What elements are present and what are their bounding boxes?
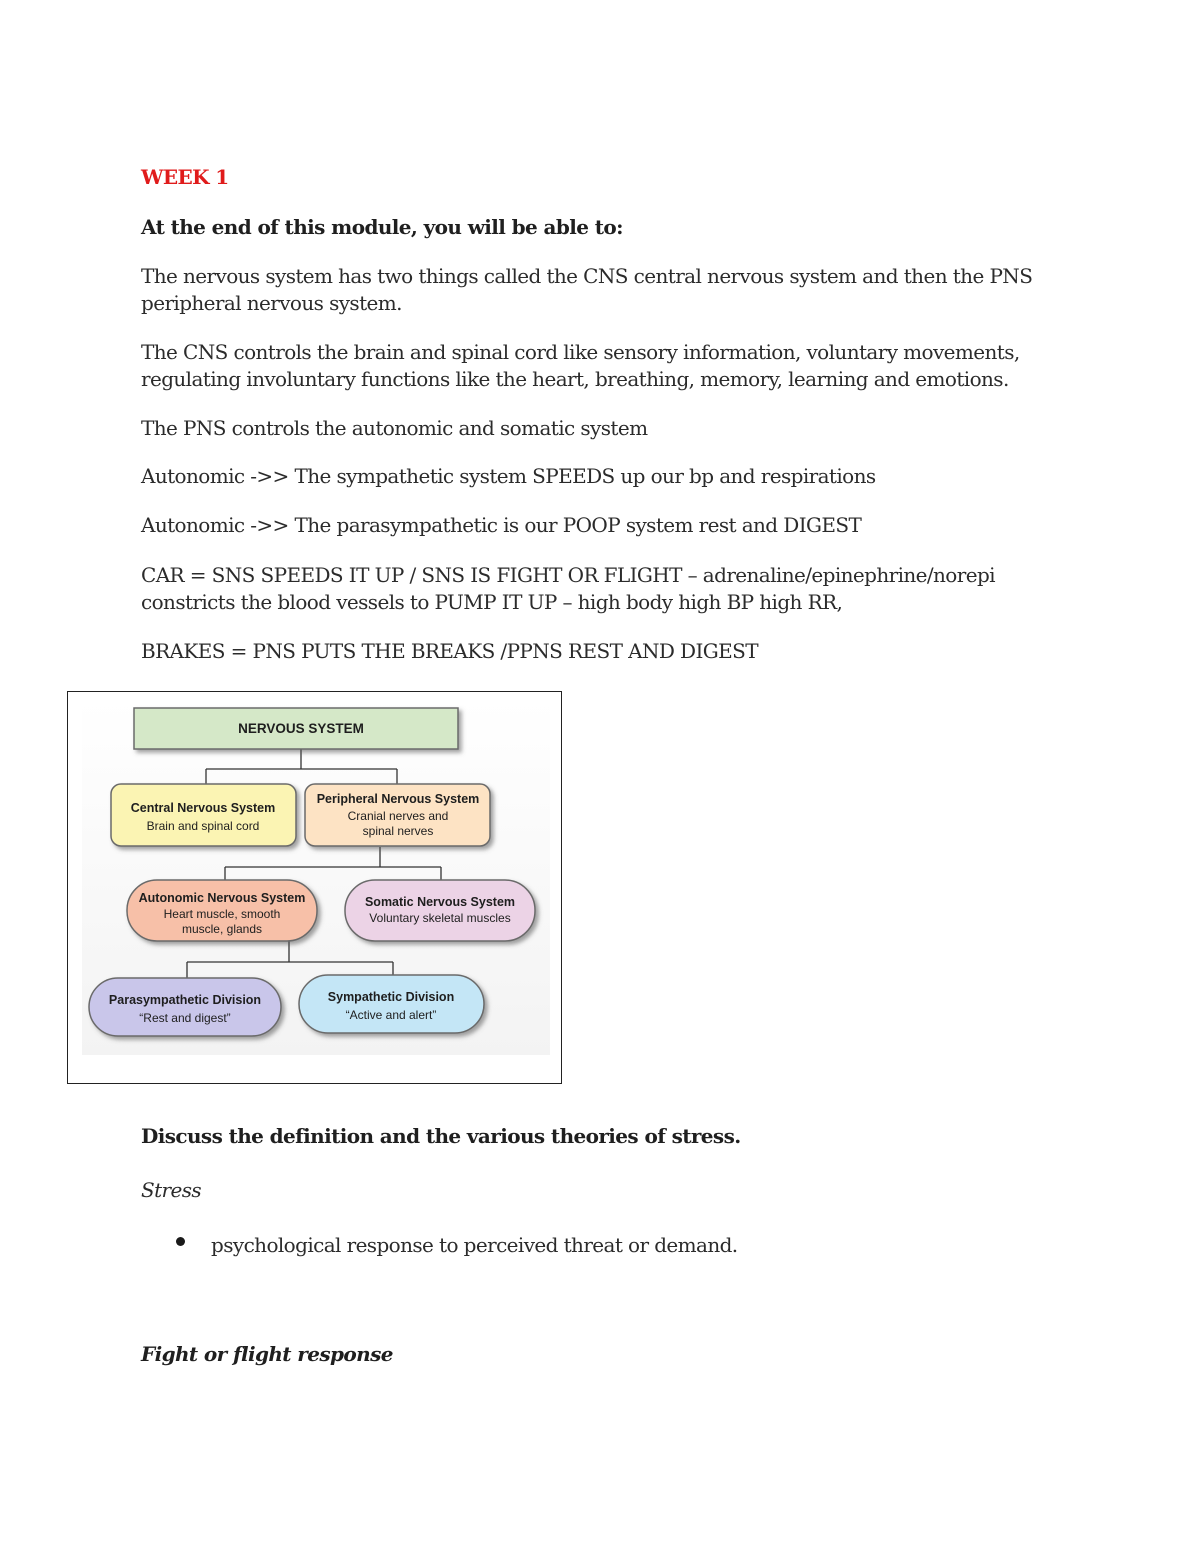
ans-title: Autonomic Nervous System bbox=[138, 891, 306, 905]
paragraph-line: CAR = SNS SPEEDS IT UP / SNS IS FIGHT OR FLIGHT – adrenaline/epinephrine/norepi bbox=[141, 563, 995, 587]
parasympathetic-subtitle: “Rest and digest” bbox=[139, 1011, 231, 1025]
objectives-heading: At the end of this module, you will be able to: bbox=[141, 215, 623, 239]
nervous-system-label: NERVOUS SYSTEM bbox=[238, 721, 364, 736]
parasympathetic-title: Parasympathetic Division bbox=[108, 993, 262, 1007]
paragraph-line: The nervous system has two things called the CNS central nervous system and then the PNS bbox=[141, 264, 1033, 288]
cns-subtitle: Brain and spinal cord bbox=[146, 819, 260, 833]
fight-or-flight-heading: Fight or flight response bbox=[141, 1342, 393, 1366]
stress-subheading: Stress bbox=[141, 1178, 202, 1202]
pns-subtitle-line: Cranial nerves and bbox=[347, 809, 449, 823]
stress-heading: Discuss the definition and the various theories of stress. bbox=[141, 1124, 741, 1148]
somatic-title: Somatic Nervous System bbox=[364, 895, 516, 909]
bullet-icon bbox=[176, 1237, 185, 1246]
paragraph-line: regulating involuntary functions like the heart, breathing, memory, learning and emotions. bbox=[141, 367, 1009, 391]
page-title: WEEK 1 bbox=[141, 165, 229, 189]
sympathetic-box bbox=[299, 975, 484, 1033]
somatic-subtitle: Voluntary skeletal muscles bbox=[369, 911, 511, 925]
paragraph-line: The PNS controls the autonomic and somatic system bbox=[141, 416, 648, 440]
cns-box bbox=[111, 784, 296, 846]
sympathetic-subtitle: “Active and alert” bbox=[345, 1008, 437, 1022]
parasympathetic-box bbox=[89, 978, 281, 1036]
paragraph-line: The CNS controls the brain and spinal cord like sensory information, voluntary movements, bbox=[141, 340, 1020, 364]
pns-subtitle-line: spinal nerves bbox=[362, 824, 434, 838]
ans-subtitle-line: muscle, glands bbox=[181, 922, 263, 936]
paragraph-line: Autonomic ->> The parasympathetic is our POOP system rest and DIGEST bbox=[141, 513, 862, 537]
nervous-system-diagram bbox=[67, 691, 562, 1084]
paragraph-line: peripheral nervous system. bbox=[141, 291, 402, 315]
ans-subtitle-line: Heart muscle, smooth bbox=[163, 907, 281, 921]
pns-title: Peripheral Nervous System bbox=[316, 792, 480, 806]
sympathetic-title: Sympathetic Division bbox=[327, 990, 455, 1004]
stress-bullet-text: psychological response to perceived threat or demand. bbox=[211, 1233, 738, 1257]
paragraph-line: constricts the blood vessels to PUMP IT UP – high body high BP high RR, bbox=[141, 590, 843, 614]
paragraph-line: BRAKES = PNS PUTS THE BREAKS /PPNS REST AND DIGEST bbox=[141, 639, 758, 663]
paragraph-line: Autonomic ->> The sympathetic system SPEEDS up our bp and respirations bbox=[141, 464, 876, 488]
cns-title: Central Nervous System bbox=[130, 801, 276, 815]
